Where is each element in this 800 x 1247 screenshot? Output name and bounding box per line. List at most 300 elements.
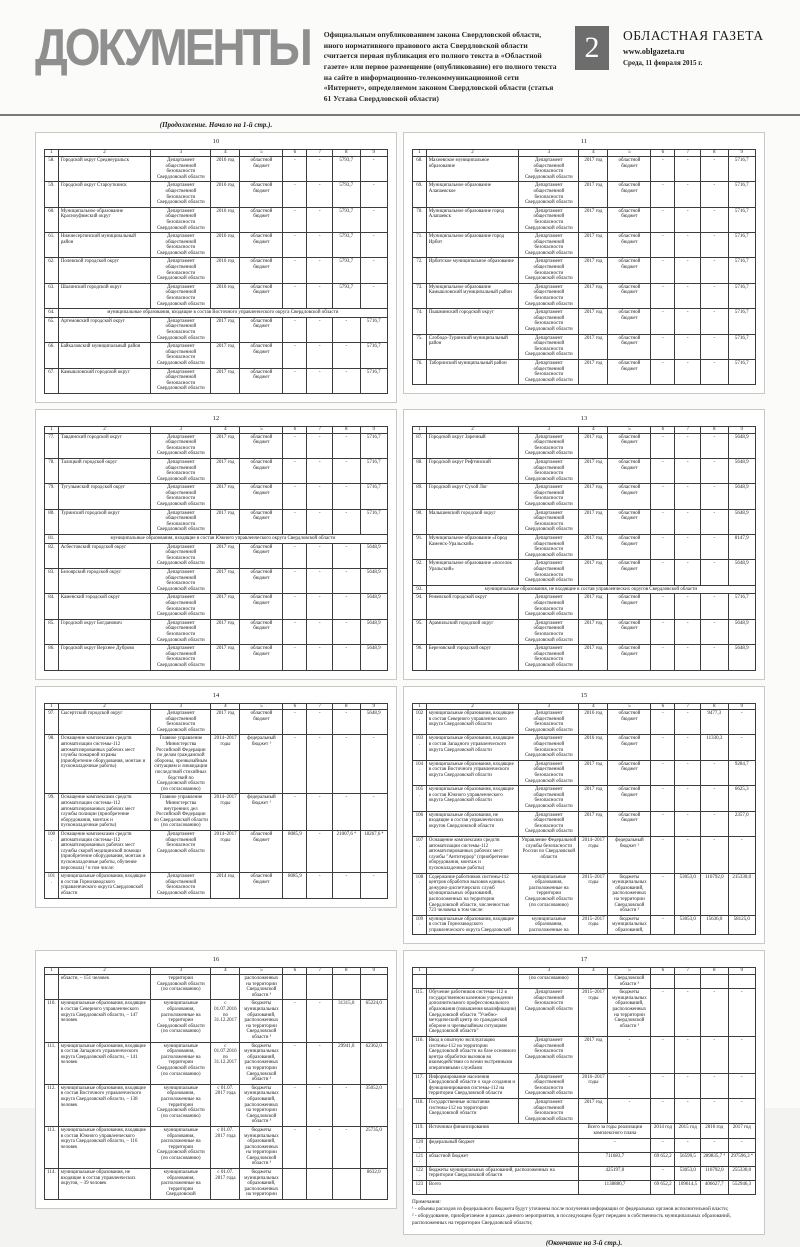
table-cell [426,975,519,989]
table-cell: - [675,594,701,619]
table-cell: 109. [413,915,427,935]
table-cell: - [333,458,360,483]
table-cell: областной бюджет [608,619,651,644]
table-row [413,458,756,483]
table-cell: 68. [413,156,427,181]
table-cell: 3 [519,968,579,975]
table-cell: 123. [413,1181,427,1195]
table-cell: 112. [45,1084,59,1126]
table-cell: 7 [675,703,701,710]
table-cell: 69 652,2 [651,1152,675,1166]
table-cell: областной бюджет [608,283,651,308]
table-cell: 8632,0 [360,1169,387,1200]
table-cell: 2017 год [579,258,608,283]
table-cell: 5 [240,703,283,710]
table-cell: - [360,182,387,207]
table-cell: Департамент общественной безопасности Свердловской области [151,343,211,368]
table-cell: Департамент общественной безопасности Свердловской области [519,309,579,334]
table-cell: областной бюджет [240,182,283,207]
table-cell: муниципальные образования, входящие в состав Восточного управленческого округа Свердловской области [426,760,519,785]
table-cell: 84. [45,594,59,619]
table-cell: Департамент общественной безопасности Свердловской области [151,594,211,619]
table-cell: 5716,7 [728,594,755,619]
table-cell: - [728,1073,755,1098]
table-cell: 2 [58,426,151,433]
table-cell: областной бюджет [240,619,283,644]
table-cell: 2014–2017 годы [579,836,608,873]
table-cell: - [651,873,675,915]
table-cell: 2017 год [211,619,240,644]
data-table-11 [412,149,756,385]
table-cell: - [651,645,675,670]
table-cell: 2017 год [211,484,240,509]
table-cell: - [651,334,675,359]
table-cell: Пышминский городской округ [426,309,519,334]
table-cell: - [307,433,333,458]
table-cell: 58. [45,156,59,181]
table-cell: - [651,535,675,560]
table-cell: 2016 год [211,233,240,258]
table-cell: с 01.07.2016 по 31.12.2017 [211,1000,240,1042]
table-cell: бюджеты муниципальных образований, расположенных на территории Свердловской области ³ [608,873,651,915]
table-cell: областной бюджет [240,873,283,898]
table-cell: - [651,989,675,1037]
data-table-16 [44,967,388,1200]
table-cell: 4 [579,968,608,975]
table-cell: - [307,645,333,670]
table-cell: Городской округ Рефтинский [426,458,519,483]
table-cell: 5648,9 [728,484,755,509]
table-cell: 2017 год [211,509,240,534]
table-cell: 63. [45,283,59,308]
table-row [413,283,756,308]
table-cell: - [333,368,360,393]
table-cell: 2017 год [211,569,240,594]
table-cell [333,1169,360,1200]
table-cell: областной бюджет [240,207,283,232]
table-cell: Городской округ Богданович [58,619,151,644]
table-cell: - [675,760,701,785]
table-cell: - [307,368,333,393]
table-cell: 78. [45,458,59,483]
table-cell: 5648,9 [360,594,387,619]
table-cell: - [333,343,360,368]
table-cell: 53053,0 [675,915,701,935]
table-cell: - [333,619,360,644]
table-cell: 2017 год [211,458,240,483]
table-cell: областной бюджет [240,433,283,458]
table-cell: областной бюджет [608,359,651,384]
table-cell: 1 [413,968,427,975]
table-row [45,645,388,670]
table-cell: Департамент общественной безопасности Свердловской области [151,156,211,181]
table-cell: 104. [413,760,427,785]
table-row [45,368,388,393]
table-cell: - [307,343,333,368]
publication-notice-bold: (статья 61 Устава Свердловской области) [323,83,554,103]
table-row [413,710,756,735]
table-cell: 4 [211,968,240,975]
table-cell: областной бюджет [608,233,651,258]
table-cell: - [651,560,675,585]
table-cell: 6 [283,150,307,157]
table-cell: 5716,7 [360,484,387,509]
table-cell: - [283,1000,307,1042]
table-cell: 122. [413,1166,427,1180]
table-cell: Департамент общественной безопасности Свердловской области [519,645,579,670]
table-cell: - [701,560,728,585]
table-cell: 114. [45,1169,59,1200]
table-cell: областной бюджет [608,207,651,232]
table-cell: - [675,710,701,735]
table-cell: областной бюджет [608,484,651,509]
table-cell: - [651,1098,675,1123]
table-row [45,156,388,181]
table-cell: - [360,258,387,283]
table-cell [579,975,608,989]
table-page-number: 16 [212,956,220,964]
table-cell: 2017 год [579,207,608,232]
table-cell: 101. [45,873,59,898]
table-cell: 85. [45,619,59,644]
table-cell: - [283,710,307,735]
table-cell: 2017 год [579,334,608,359]
table-cell: 2017 год [211,543,240,568]
table-cell: - [651,915,675,935]
table-cell: - [307,509,333,534]
data-table-17 [412,967,756,1195]
table-cell: областной бюджет [426,1152,579,1166]
table-cell: - [307,1042,333,1084]
table-cell: - [333,509,360,534]
table-cell: - [651,836,675,873]
table-row [413,509,756,534]
table-cell: областной бюджет [608,710,651,735]
table-cell: областной бюджет [608,309,651,334]
table-cell: 2016 год [701,1124,728,1138]
table-cell: 5716,7 [728,233,755,258]
table-cell: Департамент общественной безопасности Свердловской области [151,258,211,283]
table-cell: Обучение работников системы-112 в государственном казенном учреждении дополнительного профессионального образования (повышения квалификации) Свердловской области "Учебно-методический центр по гражданской обороне и чрезвычайным ситуациям Свердловской области" [426,989,519,1037]
table-cell: Городской округ Среднеуральск [58,156,151,181]
table-block-10 [35,132,397,403]
table-cell: - [333,1126,360,1168]
table-cell: - [283,258,307,283]
table-cell: Всего [426,1181,579,1195]
table-cell: 7 [307,150,333,157]
table-cell: 119. [413,1124,427,1138]
table-cell: Муниципальное образование «Город Каменск-Уральский» [426,535,519,560]
table-cell: - [360,735,387,794]
table-cell: Махневское муниципальное образование [426,156,519,181]
table-cell: 5648,9 [728,509,755,534]
table-cell: - [728,989,755,1037]
table-cell: 121. [413,1152,427,1166]
masthead [0,0,800,116]
table-cell: 1 [413,150,427,157]
table-row [45,1084,388,1126]
table-cell: 5716,7 [728,258,755,283]
table-cell: - [651,1166,675,1180]
table-cell: 2017 год [579,619,608,644]
table-cell: - [307,830,333,872]
table-cell: - [728,1098,755,1123]
table-cell: - [307,710,333,735]
table-cell: 72. [413,258,427,283]
table-row [45,484,388,509]
table-cell: Департамент общественной безопасности Свердловской области [151,873,211,898]
table-cell: 2017 год [728,1124,755,1138]
table-cell: Департамент общественной безопасности Свердловской области [519,594,579,619]
table-cell: - [701,458,728,483]
table-cell: 86. [45,645,59,670]
table-cell: - [675,989,701,1037]
table-cell: 5648,9 [728,458,755,483]
table-cell: Департамент общественной безопасности Свердловской области [151,182,211,207]
table-cell: Городской округ Староуткинск [58,182,151,207]
data-table-12 [44,426,388,671]
table-cell: Арамильский городской округ [426,619,519,644]
table-block-15 [403,686,765,945]
table-cell: бюджеты муниципальных образований, [608,915,651,935]
table-cell: 9284,7 [728,760,755,785]
table-cell: областной бюджет [240,343,283,368]
table-cell: 6 [283,426,307,433]
table-cell: Муниципальное образование Красноуфимский округ [58,207,151,232]
table-row [413,915,756,935]
table-cell: Сысертский городской округ [58,710,151,735]
table-page-number: 11 [580,138,588,146]
table-row [413,1124,756,1138]
table-cell: областной бюджет [608,645,651,670]
table-cell: Департамент общественной безопасности Свердловской области [519,786,579,811]
table-cell: расположенных на территории Свердловской области ³ [240,975,283,1000]
table-row [45,309,388,318]
table-cell: 2017 год [211,645,240,670]
table-cell: Каменский городской округ [58,594,151,619]
table-cell: - [608,1073,651,1098]
table-cell: - [608,1098,651,1123]
table-cell: 81. [45,535,59,544]
table-cell: 91. [413,535,427,560]
table-cell: 552946,3 [728,1181,755,1195]
table-cell: бюджеты муниципальных образований, расположенных на территории Свердловской области ³ [608,989,651,1037]
table-cell: 6 [651,426,675,433]
table-cell: 117. [413,1073,427,1098]
table-cell: 406627,7 [701,1181,728,1195]
table-cell: муниципальные образования, расположенные на [519,915,579,935]
table-cell: - [675,619,701,644]
table-row [45,283,388,308]
table-cell: 1 [413,426,427,433]
table-cell: - [675,458,701,483]
table-cell: 111. [45,1042,59,1084]
table-cell: муниципальные образования, не входящие в состав управленческих округов Свердловской области [426,811,519,836]
table-cell: Муниципальное образование «поселок Уральский» [426,560,519,585]
table-cell: - [675,645,701,670]
table-cell: областной бюджет [240,317,283,342]
table-row [413,1166,756,1180]
table-cell: - [675,233,701,258]
table-cell: 6 [651,703,675,710]
table-cell: 8085,9 [283,830,307,872]
table-cell: муниципальные образования, входящие в состав Северного управленческого округа Свердловской области, – 147 человек [58,1000,151,1042]
table-cell: 2016 год [211,156,240,181]
table-cell: областной бюджет [240,258,283,283]
table-cell: 116792,0 [701,873,728,915]
table-row [45,1042,388,1084]
table-cell: 5648,9 [360,710,387,735]
table-cell: Департамент общественной безопасности Свердловской области [151,433,211,458]
table-cell: 9 [360,150,387,157]
table-page-number: 14 [212,691,220,699]
table-cell: 1 [45,150,59,157]
table-cell [413,975,427,989]
table-cell: - [675,786,701,811]
table-cell: 2017 год [579,594,608,619]
table-cell: 5716,7 [360,458,387,483]
table-cell: 3 [519,426,579,433]
table-cell: 2017 год [579,1037,608,1074]
table-cell: 3 [519,703,579,710]
table-cell: 5793,7 [333,182,360,207]
table-cell: 8 [333,703,360,710]
table-cell: - [701,811,728,836]
table-cell: 15636,0 [701,915,728,935]
table-cell: 9 [728,426,755,433]
table-cell: областной бюджет [240,543,283,568]
table-cell: 2017 год [579,811,608,836]
table-cell: - [651,484,675,509]
table-header-row [45,968,388,975]
table-cell: Государственные испытания системы-112 на территории Свердловской области [426,1098,519,1123]
table-cell: Департамент общественной безопасности Свердловской области [519,433,579,458]
table-cell: Департамент общественной безопасности Свердловской области [151,509,211,534]
table-cell: областной бюджет [608,786,651,811]
table-cell: - [701,283,728,308]
table-cell: - [728,735,755,760]
table-cell: Городской округ Заречный [426,433,519,458]
table-cell: 8147,9 [728,535,755,560]
table-cell: Департамент общественной безопасности Свердловской области [519,1073,579,1098]
table-cell: - [333,645,360,670]
table-cell: 73. [413,283,427,308]
table-block-11 [403,132,765,394]
table-cell: - [283,343,307,368]
table-cell: - [651,207,675,232]
table-cell: 3 [151,703,211,710]
table-cell: - [283,283,307,308]
table-cell: 106. [413,811,427,836]
table-block-14 [35,686,397,908]
table-cell: Городской округ Сухой Лог [426,484,519,509]
table-cell: Департамент общественной безопасности Свердловской области [519,359,579,384]
table-row [413,560,756,585]
table-cell: 1138880,7 [579,1181,651,1195]
table-cell: 5648,9 [360,619,387,644]
table-cell: Белоярский городской округ [58,569,151,594]
table-cell: Департамент общественной безопасности Свердловской области [151,458,211,483]
table-row [413,207,756,232]
table-cell: - [307,543,333,568]
table-cell: областной бюджет [240,283,283,308]
table-cell: Информирование населения Свердловской области о ходе создания и функционирования системы-112 на территории Свердловской области [426,1073,519,1098]
table-cell: 2016 год [211,182,240,207]
table-cell: 4 [579,426,608,433]
table-cell: муниципальные образования, входящие в состав Горнозаводского управленческого округа Свердловской области [58,873,151,898]
table-cell: - [651,433,675,458]
table-cell: - [701,786,728,811]
table-cell: - [701,1138,728,1152]
table-row [45,1000,388,1042]
table-cell: Департамент общественной безопасности Свердловской области [151,368,211,393]
table-cell: Департамент общественной безопасности Свердловской области [151,569,211,594]
footnote-line: ¹ - объемы расходов из федерального бюджета будут уточнены после получения информации от федеральных органов исполнительной власти; [412,1206,729,1212]
table-cell: - [701,433,728,458]
table-cell: 3 [151,968,211,975]
table-cell: Березовский городской округ [426,645,519,670]
table-cell: - [701,645,728,670]
table-cell: 5716,7 [360,368,387,393]
table-row [45,710,388,735]
table-cell: 2014 год [211,873,240,898]
table-cell: - [701,233,728,258]
masthead-right [623,26,765,67]
table-cell: 25735,0 [360,1126,387,1168]
table-cell: муниципальные образования, расположенные на территории Свердловской области (по согласованию) [151,1126,211,1168]
table-cell: 5793,7 [333,258,360,283]
table-cell: 116. [413,1037,427,1074]
table-cell: Нижнесергинский муниципальный район [58,233,151,258]
table-cell: - [307,258,333,283]
table-row [413,309,756,334]
table-cell: 2 [58,968,151,975]
table-cell: - [701,1073,728,1098]
table-cell: Департамент общественной безопасности Свердловской области [151,543,211,568]
table-cell: бюджеты муниципальных образований, расположенных на территории Свердловской области ³ [240,1042,283,1084]
table-cell: - [307,283,333,308]
table-cell: муниципальные образования, входящие в состав Южного управленческого округа Свердловской области [426,786,519,811]
table-cell: - [701,182,728,207]
table-cell: Департамент общественной безопасности Свердловской области [519,811,579,836]
table-row [45,343,388,368]
table-cell: 79. [45,484,59,509]
table-cell: - [307,735,333,794]
table-cell [360,975,387,1000]
table-cell: 5648,9 [360,645,387,670]
table-cell: - [283,484,307,509]
table-cell: 8 [333,968,360,975]
table-cell: 120. [413,1138,427,1152]
table-cell: 2015–2017 годы [579,873,608,915]
table-cell: - [675,182,701,207]
table-cell: 2017 год [579,309,608,334]
table-header-row [45,426,388,433]
table-cell: 64. [45,309,59,318]
table-header-row [413,426,756,433]
table-cell: Муниципальное образование город Алапаевск [426,207,519,232]
table-cell: - [283,207,307,232]
website-url: www.oblgazeta.ru [623,47,685,56]
end-note: (Окончание на 3-й стр.). [545,1239,623,1247]
table-cell: областной бюджет [608,535,651,560]
table-cell: 7 [675,968,701,975]
table-cell: областной бюджет [240,509,283,534]
data-table-15 [412,703,756,936]
table-cell: - [651,458,675,483]
table-cell: 3 [151,150,211,157]
table-cell: - [675,309,701,334]
